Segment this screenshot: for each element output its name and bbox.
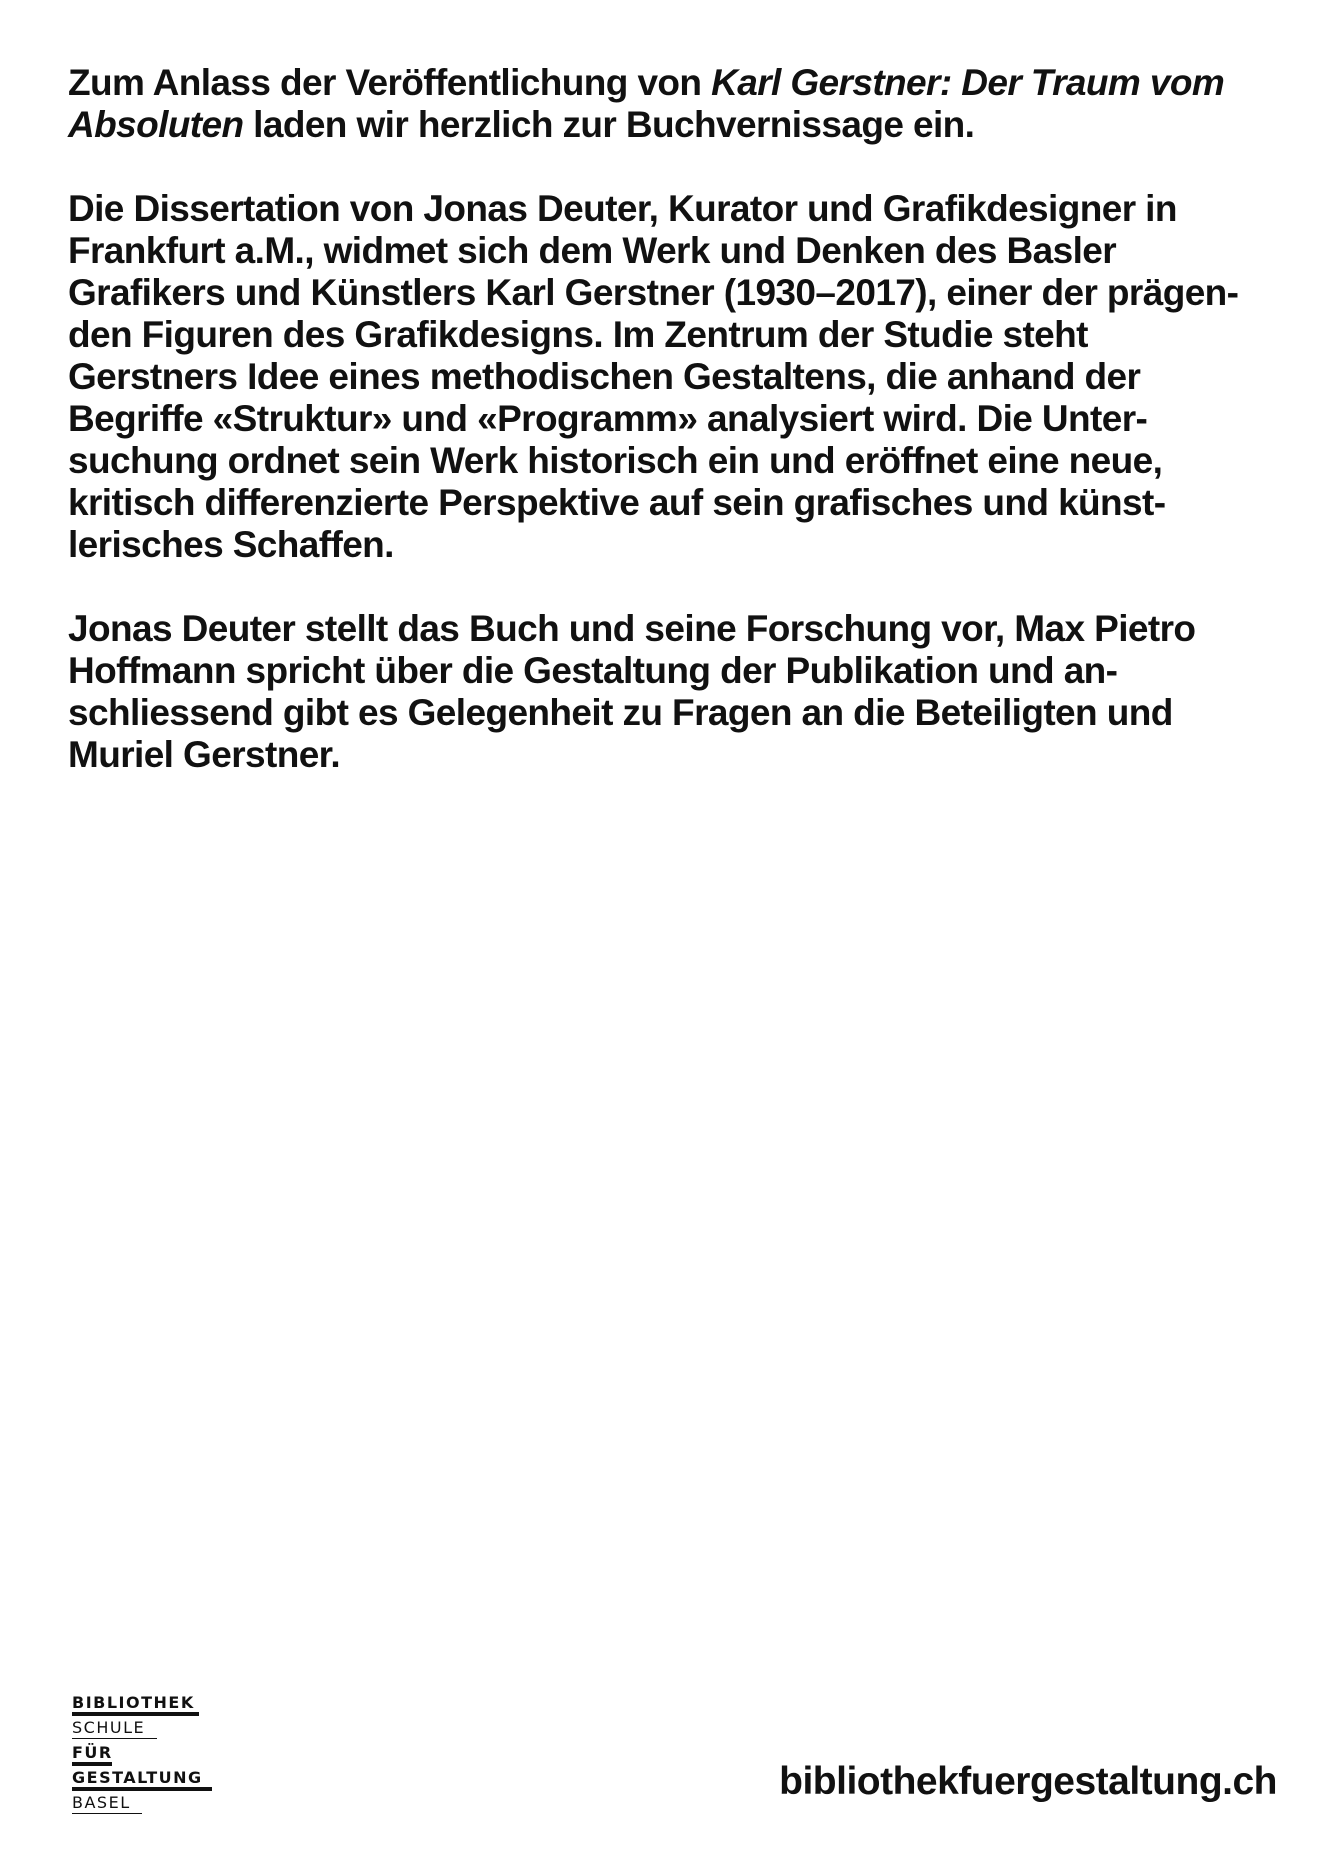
- logo-word: BASEL: [72, 1793, 131, 1812]
- text-line: Grafikers und Künstlers Karl Gerstner (1930–2017), einer der prägen-: [68, 272, 1239, 313]
- logo-row-fuer: [72, 1743, 222, 1768]
- intro-suffix: laden wir herzlich zur Buchvernissage ein.: [243, 104, 975, 145]
- logo-word: SCHULE: [72, 1718, 146, 1737]
- text-line: den Figuren des Grafikdesigns. Im Zentrum der Studie steht: [68, 314, 1088, 355]
- text-line: Gerstners Idee eines methodischen Gestaltens, die anhand der: [68, 356, 1141, 397]
- program-paragraph: [68, 608, 1293, 776]
- logo-row-bibliothek: [72, 1693, 222, 1718]
- intro-line-2: [68, 104, 1293, 146]
- main-text: [68, 62, 1293, 818]
- logo-word: GESTALTUNG: [72, 1768, 203, 1787]
- logo-row-gestaltung: [72, 1768, 222, 1793]
- logo-row-basel: [72, 1793, 222, 1818]
- text-line: Hoffmann spricht über die Gestaltung der Publikation und an-: [68, 650, 1118, 691]
- logo-rule: [72, 1813, 142, 1814]
- library-logo: [72, 1693, 222, 1818]
- dissertation-paragraph: [68, 188, 1293, 566]
- text-line: Muriel Gerstner.: [68, 734, 341, 775]
- text-line: Frankfurt a.M., widmet sich dem Werk und Denken des Basler: [68, 230, 1117, 271]
- logo-word: FÜR: [72, 1743, 113, 1762]
- text-line: Die Dissertation von Jonas Deuter, Kurator und Grafikdesigner in: [68, 188, 1177, 229]
- intro-paragraph: [68, 62, 1293, 146]
- book-title-part-1: Karl Gerstner: Der Traum vom: [711, 62, 1225, 103]
- text-line: kritisch differenzierte Perspektive auf sein grafisches und künst-: [68, 482, 1166, 523]
- logo-rule: [72, 1787, 212, 1791]
- intro-line-1: [68, 62, 1293, 104]
- logo-rule: [72, 1762, 112, 1766]
- book-title-part-2: Absoluten: [68, 104, 244, 145]
- text-line: Jonas Deuter stellt das Buch und seine Forschung vor, Max Pietro: [68, 608, 1196, 649]
- logo-word: BIBLIOTHEK: [72, 1693, 195, 1712]
- text-line: lerisches Schaffen.: [68, 524, 394, 565]
- text-line: Begriffe «Struktur» und «Programm» analysiert wird. Die Unter-: [68, 398, 1148, 439]
- website-url[interactable]: bibliothekfuergestaltung.ch: [779, 1760, 1277, 1803]
- logo-row-schule: [72, 1718, 222, 1743]
- logo-rule: [72, 1712, 199, 1716]
- logo-rule: [72, 1738, 157, 1739]
- intro-prefix: Zum Anlass der Veröffentlichung von: [68, 62, 712, 103]
- text-line: suchung ordnet sein Werk historisch ein und eröffnet eine neue,: [68, 440, 1163, 481]
- text-line: schliessend gibt es Gelegenheit zu Fragen an die Beteiligten und: [68, 692, 1173, 733]
